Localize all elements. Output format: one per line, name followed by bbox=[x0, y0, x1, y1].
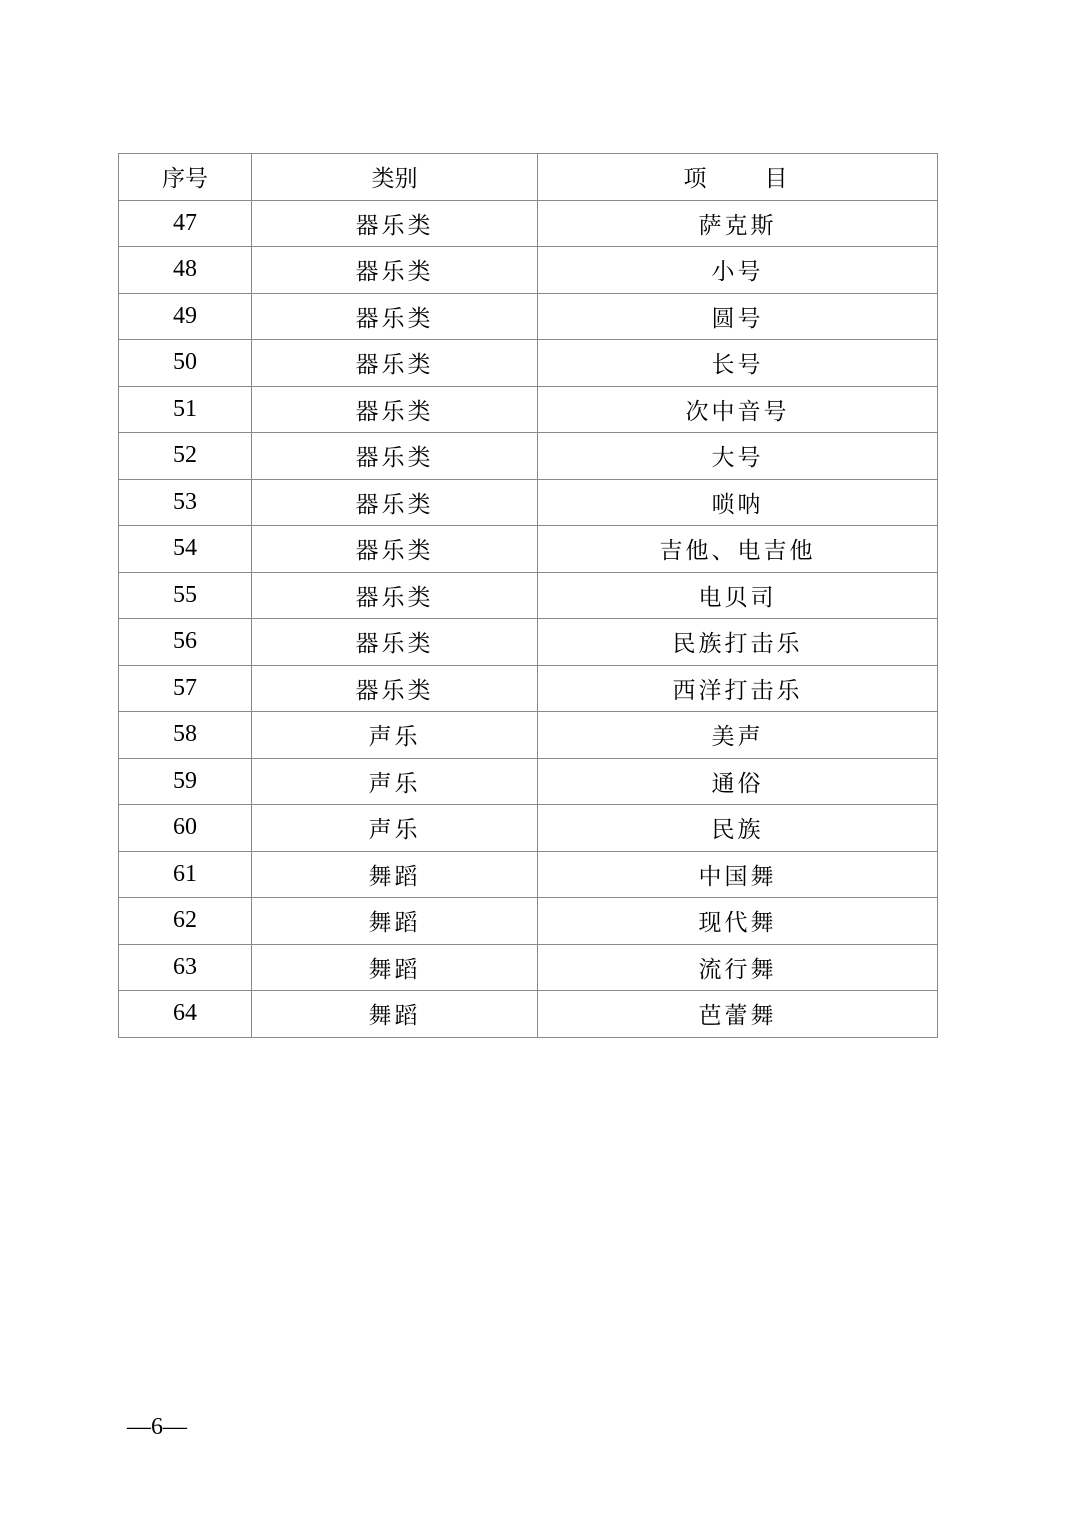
table-row bbox=[119, 572, 938, 619]
table-row bbox=[119, 433, 938, 480]
row-category: 器乐类 bbox=[252, 572, 538, 619]
header-seq: 序号 bbox=[119, 154, 252, 201]
row-seq: 52 bbox=[119, 433, 252, 480]
table-row bbox=[119, 944, 938, 991]
row-seq: 47 bbox=[119, 200, 252, 247]
row-item: 流行舞 bbox=[538, 944, 938, 991]
project-table bbox=[118, 153, 938, 1038]
row-item: 西洋打击乐 bbox=[538, 665, 938, 712]
row-category: 舞蹈 bbox=[252, 991, 538, 1038]
table-header-row bbox=[119, 154, 938, 201]
table-row bbox=[119, 386, 938, 433]
row-seq: 51 bbox=[119, 386, 252, 433]
table-row bbox=[119, 200, 938, 247]
row-seq: 62 bbox=[119, 898, 252, 945]
row-category: 舞蹈 bbox=[252, 898, 538, 945]
row-category: 器乐类 bbox=[252, 526, 538, 573]
row-seq: 63 bbox=[119, 944, 252, 991]
row-seq: 60 bbox=[119, 805, 252, 852]
table-row bbox=[119, 247, 938, 294]
row-category: 器乐类 bbox=[252, 200, 538, 247]
row-item: 萨克斯 bbox=[538, 200, 938, 247]
row-item: 美声 bbox=[538, 712, 938, 759]
row-category: 器乐类 bbox=[252, 340, 538, 387]
project-table-container bbox=[118, 153, 937, 1038]
row-item: 小号 bbox=[538, 247, 938, 294]
table-row bbox=[119, 340, 938, 387]
page-number: —6— bbox=[127, 1414, 187, 1440]
row-seq: 54 bbox=[119, 526, 252, 573]
row-category: 器乐类 bbox=[252, 479, 538, 526]
row-item: 长号 bbox=[538, 340, 938, 387]
row-item: 民族打击乐 bbox=[538, 619, 938, 666]
row-category: 器乐类 bbox=[252, 293, 538, 340]
row-seq: 59 bbox=[119, 758, 252, 805]
row-item: 吉他、电吉他 bbox=[538, 526, 938, 573]
row-seq: 53 bbox=[119, 479, 252, 526]
table-row bbox=[119, 479, 938, 526]
row-category: 器乐类 bbox=[252, 386, 538, 433]
row-seq: 64 bbox=[119, 991, 252, 1038]
row-category: 器乐类 bbox=[252, 247, 538, 294]
row-category: 声乐 bbox=[252, 712, 538, 759]
row-category: 器乐类 bbox=[252, 433, 538, 480]
row-seq: 55 bbox=[119, 572, 252, 619]
row-seq: 57 bbox=[119, 665, 252, 712]
header-item: 项 目 bbox=[538, 154, 938, 201]
row-seq: 58 bbox=[119, 712, 252, 759]
row-category: 舞蹈 bbox=[252, 944, 538, 991]
table-row bbox=[119, 851, 938, 898]
row-category: 舞蹈 bbox=[252, 851, 538, 898]
table-row bbox=[119, 619, 938, 666]
row-item: 大号 bbox=[538, 433, 938, 480]
row-category: 器乐类 bbox=[252, 665, 538, 712]
row-item: 次中音号 bbox=[538, 386, 938, 433]
row-seq: 48 bbox=[119, 247, 252, 294]
row-item: 通俗 bbox=[538, 758, 938, 805]
row-item: 唢呐 bbox=[538, 479, 938, 526]
row-category: 声乐 bbox=[252, 805, 538, 852]
row-item: 圆号 bbox=[538, 293, 938, 340]
table-row bbox=[119, 805, 938, 852]
header-category: 类别 bbox=[252, 154, 538, 201]
row-seq: 61 bbox=[119, 851, 252, 898]
table-row bbox=[119, 898, 938, 945]
row-item: 现代舞 bbox=[538, 898, 938, 945]
row-item: 芭蕾舞 bbox=[538, 991, 938, 1038]
row-seq: 49 bbox=[119, 293, 252, 340]
table-row bbox=[119, 712, 938, 759]
row-item: 中国舞 bbox=[538, 851, 938, 898]
row-seq: 50 bbox=[119, 340, 252, 387]
table-row bbox=[119, 665, 938, 712]
row-seq: 56 bbox=[119, 619, 252, 666]
table-row bbox=[119, 758, 938, 805]
table-row bbox=[119, 293, 938, 340]
table-row bbox=[119, 526, 938, 573]
row-item: 民族 bbox=[538, 805, 938, 852]
row-category: 器乐类 bbox=[252, 619, 538, 666]
row-category: 声乐 bbox=[252, 758, 538, 805]
table-row bbox=[119, 991, 938, 1038]
row-item: 电贝司 bbox=[538, 572, 938, 619]
